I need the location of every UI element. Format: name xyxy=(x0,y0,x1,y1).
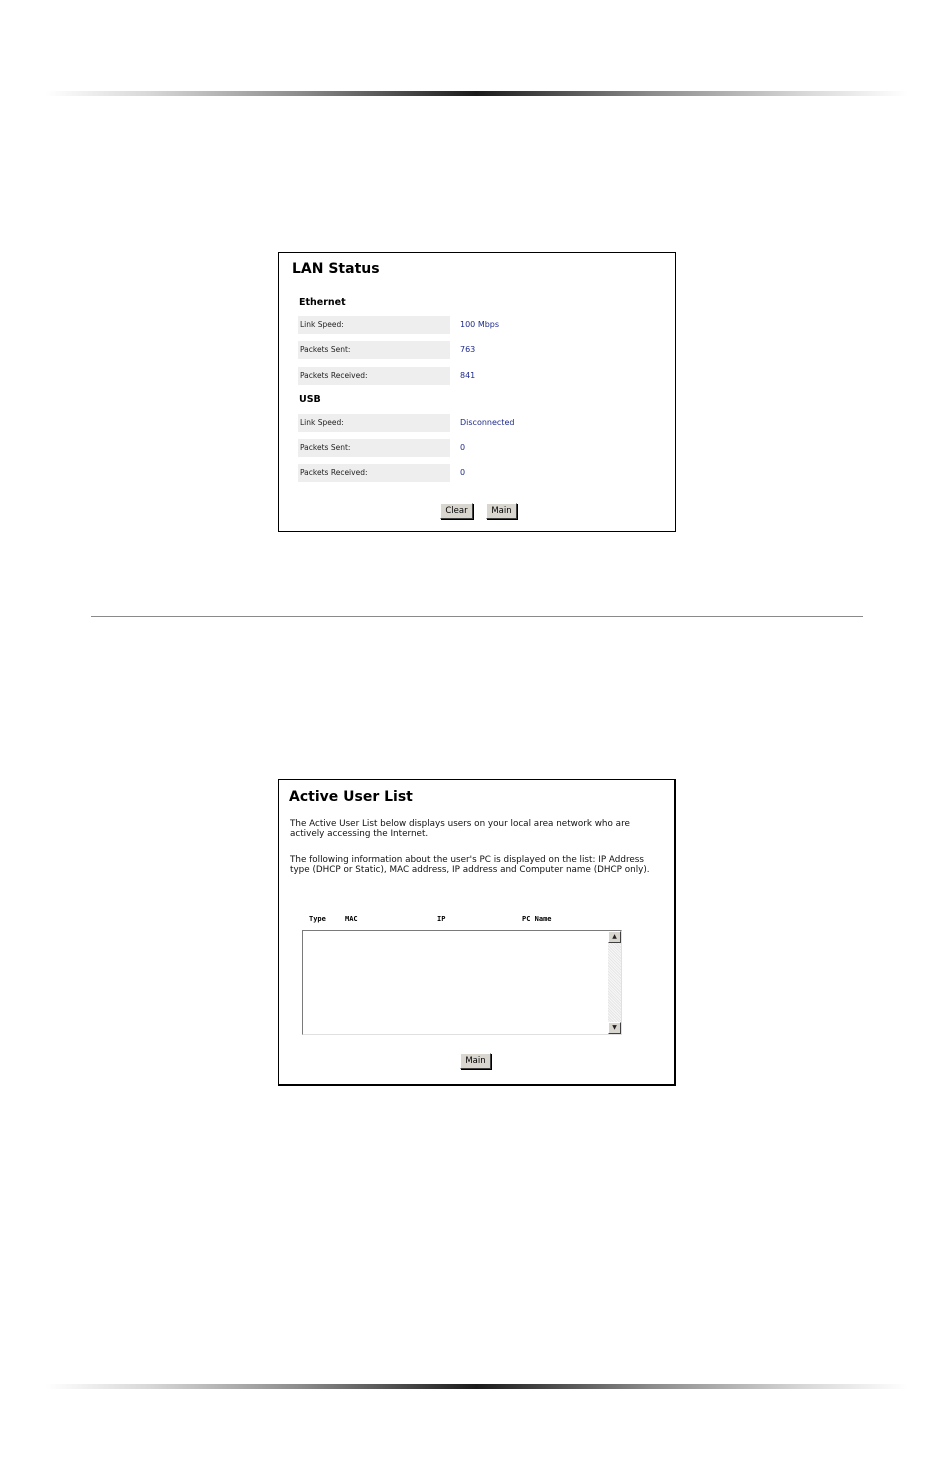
scroll-down-icon[interactable]: ▼ xyxy=(608,1022,621,1034)
usb-link-speed-value: Disconnected xyxy=(460,418,515,427)
usb-packets-received-value: 0 xyxy=(460,468,466,477)
page-title: Active User List xyxy=(289,789,413,805)
scroll-up-icon[interactable]: ▲ xyxy=(608,931,621,943)
main-button[interactable]: Main xyxy=(486,503,517,519)
page-title: LAN Status xyxy=(292,261,380,277)
usb-packets-sent-label: Packets Sent: xyxy=(298,439,450,457)
ethernet-packets-sent-label: Packets Sent: xyxy=(298,341,450,359)
usb-packets-received-label: Packets Received: xyxy=(298,464,450,482)
top-rule xyxy=(45,91,908,96)
ethernet-heading: Ethernet xyxy=(299,297,346,308)
bottom-rule xyxy=(45,1384,908,1389)
usb-link-speed-label: Link Speed: xyxy=(298,414,450,432)
ethernet-packets-received-label: Packets Received: xyxy=(298,367,450,385)
column-header-mac: MAC xyxy=(345,915,358,923)
section-divider xyxy=(91,616,863,617)
description-paragraph: The Active User List below displays users on your local area network who are actively accessing the Internet. xyxy=(290,819,630,839)
column-header-type: Type xyxy=(309,915,326,923)
active-user-listbox[interactable] xyxy=(302,930,622,1035)
ethernet-link-speed-value: 100 Mbps xyxy=(460,320,500,329)
column-header-pc-name: PC Name xyxy=(522,915,552,923)
usb-heading: USB xyxy=(299,394,321,405)
main-button[interactable]: Main xyxy=(460,1053,491,1069)
info-paragraph: The following information about the user's PC is displayed on the list: IP Address type (DHCP or Static), MAC address, IP address and Computer name (DHCP only). xyxy=(290,855,650,875)
ethernet-packets-sent-value: 763 xyxy=(460,345,476,354)
ethernet-link-speed-label: Link Speed: xyxy=(298,316,450,334)
clear-button[interactable]: Clear xyxy=(440,503,473,519)
lan-status-panel xyxy=(278,252,676,532)
active-user-list-panel xyxy=(278,779,676,1086)
column-header-ip: IP xyxy=(437,915,446,923)
listbox-scrollbar[interactable] xyxy=(608,931,621,1034)
usb-packets-sent-value: 0 xyxy=(460,443,466,452)
ethernet-packets-received-value: 841 xyxy=(460,371,476,380)
